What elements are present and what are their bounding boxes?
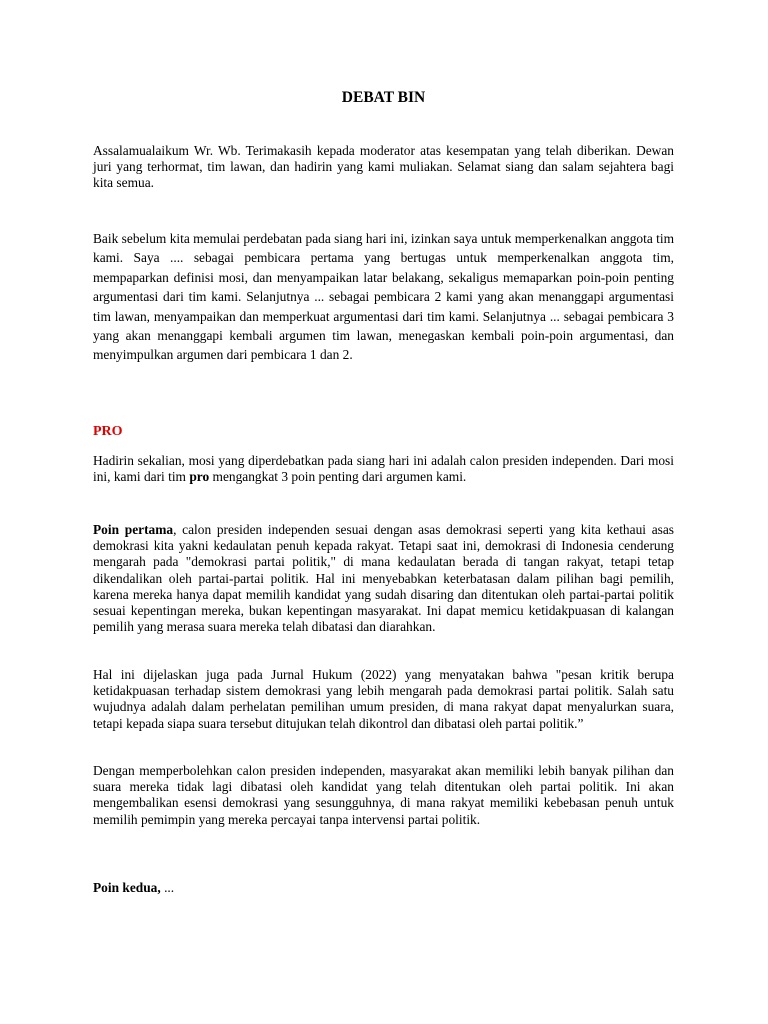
point-one-label: Poin pertama — [93, 522, 174, 537]
journal-paragraph: Hal ini dijelaskan juga pada Jurnal Hukum (2022) yang menyatakan bahwa "pesan kritik berupa ketidakpuasan terhadap sistem demokrasi yang lebih mengarah pada demokrasi partai politik. Salah satu wujudnya adalah dalam perhelatan pemilihan umum presiden, di mana rakyat dapat menyalurkan suara, tetapi kepada siapa suara tersebut ditujukan telah dikontrol dan dibatasi oleh partai politik.” — [93, 667, 674, 731]
document-title: DEBAT BIN — [341, 89, 426, 106]
point-two-text: ... — [160, 880, 175, 895]
point-two-paragraph — [93, 880, 174, 896]
pro-intro-paragraph — [93, 453, 674, 485]
point-two-label: Poin kedua, — [93, 880, 161, 895]
pro-intro-text-end: mengangkat 3 poin penting dari argumen kami. — [209, 469, 467, 485]
point-one-text: , calon presiden independen sesuai dengan asas demokrasi seperti yang kita kethaui asas demokrasi kita yakni kedaulatan penuh kepada rakyat. Tetapi saat ini, demokrasi di Indonesia cenderung mengarah pada "demokrasi partai politik," di mana kedaulatan berada di tangan rakyat, tetapi tetap dikendalikan oleh partai-partai politik. Hal ini menyebabkan keterbatasan dalam pilihan bagi pemilih, karena mereka hanya dapat memilih kandidat yang sudah disaring dan ditentukan oleh partai-partai politik sesuai kepentingan mereka, bukan kepentingan masyarakat. Ini dapat memicu ketidakpuasan di kalangan pemilih yang merasa suara mereka telah dibatasi dan diarahkan. — [93, 522, 675, 635]
pro-intro-bold-word: pro — [189, 469, 210, 485]
document-page — [93, 0, 674, 1024]
conclusion-paragraph: Dengan memperbolehkan calon presiden independen, masyarakat akan memiliki lebih banyak pilihan dan suara mereka tidak lagi dibatasi oleh kandidat yang telah ditentukan oleh partai politik. Ini akan mengembalikan esensi demokrasi yang sesungguhnya, di mana rakyat memiliki kebebasan penuh untuk memilih pemimpin yang mereka percayai tanpa intervensi partai politik. — [93, 763, 674, 827]
introduction-paragraph: Baik sebelum kita memulai perdebatan pada siang hari ini, izinkan saya untuk memperkenalkan anggota tim kami. Saya .... sebagai pembicara pertama yang bertugas untuk memperkenalkan anggota tim, mempaparkan definisi mosi, dan menyampaikan latar belakang, sekaligus memaparkan poin-poin penting argumentasi dari tim kami. Selanjutnya ... sebagai pembicara 2 kami yang akan menanggapi argumentasi tim lawan, menyampaikan dan memperkuat argumentasi dari tim kami. Selanjutnya ... sebagai pembicara 3 yang akan menanggapi kembali argumen tim lawan, menegaskan kembali poin-poin argumentasi, dan menyimpulkan argumen dari pembicara 1 dan 2. — [93, 231, 674, 363]
pro-heading: PRO — [93, 424, 123, 439]
greeting-paragraph: Assalamualaikum Wr. Wb. Terimakasih kepada moderator atas kesempatan yang telah diberikan. Dewan juri yang terhormat, tim lawan, dan hadirin yang kami muliakan. Selamat siang dan salam sejahtera bagi kita semua. — [93, 143, 674, 191]
point-one-paragraph — [93, 522, 674, 635]
pro-intro-text-start: Hadirin sekalian, mosi yang diperdebatkan pada siang hari ini adalah calon presiden independen. Dari mosi ini, kami dari tim — [93, 453, 674, 485]
